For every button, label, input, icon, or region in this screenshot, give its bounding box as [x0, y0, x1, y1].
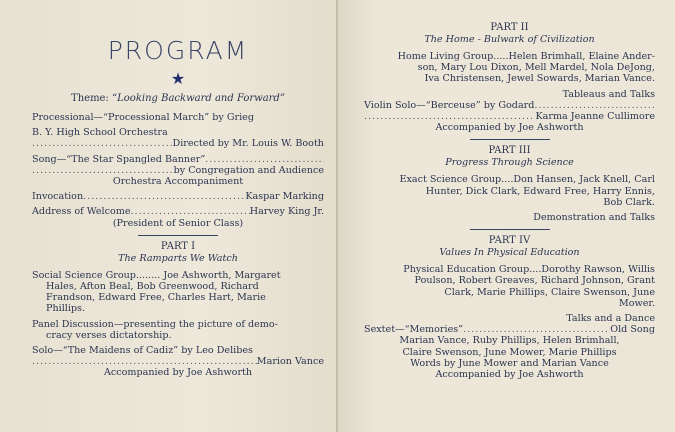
- section-divider: [138, 235, 218, 236]
- pe-line-1: Physical Education Group....Dorothy Rawson, Willis: [403, 264, 655, 276]
- dot-leader: [32, 165, 174, 176]
- sextet-by: Old Song: [610, 324, 655, 336]
- orchestra-accompaniment: Orchestra Accompaniment: [112, 176, 244, 188]
- violin-row: [364, 100, 655, 111]
- orchestra-director: Directed by Mr. Louis W. Booth: [172, 138, 324, 150]
- social-science-item: [32, 270, 324, 315]
- demonstration-item: Demonstration and Talks: [533, 212, 655, 224]
- solo-accompanist: Accompanied by Joe Ashworth: [103, 367, 253, 379]
- sextet-title: Sextet—“Memories”: [364, 324, 464, 336]
- orchestra-item: [32, 127, 324, 149]
- exact-line-1: Exact Science Group....Don Hansen, Jack Knell, Carl: [399, 174, 655, 186]
- part2-heading: PART II: [490, 22, 529, 33]
- part4-heading: PART IV: [488, 235, 531, 247]
- dot-leader: [463, 324, 610, 335]
- sextet-row: [364, 324, 655, 335]
- song-item: [32, 154, 324, 188]
- part3-subtitle: Progress Through Science: [445, 157, 574, 169]
- panel-line-1: Panel Discussion—presenting the picture of demo-: [32, 318, 278, 330]
- exact-line-3: Bob Clark.: [603, 196, 655, 208]
- right-page: [338, 0, 675, 432]
- welcome-row: [32, 206, 324, 217]
- invocation-label: Invocation: [32, 191, 84, 203]
- orchestra-director-row: [32, 138, 324, 149]
- processional-text: Processional—“Processional March” by Grieg: [32, 112, 254, 123]
- welcome-item: [32, 206, 324, 228]
- program-title: PROGRAM: [107, 36, 249, 65]
- theme-prefix: Theme:: [71, 93, 113, 104]
- solo-title: Solo—“The Maidens of Cadiz” by Leo Delibes: [32, 345, 253, 357]
- talks-dance-item: Talks and a Dance: [566, 313, 655, 325]
- home-line-2: son, Mary Lou Dixon, Mell Mardel, Nola DeJong,: [417, 62, 655, 74]
- panel-item: [32, 319, 324, 341]
- song-performer-row: [32, 165, 324, 176]
- dot-leader: [32, 138, 173, 149]
- orchestra-name: B. Y. High School Orchestra: [32, 127, 168, 139]
- sextet-item: [364, 324, 655, 380]
- part1-heading: PART I: [160, 240, 196, 252]
- solo-performer: Marion Vance: [256, 356, 324, 368]
- violin-title: Violin Solo—“Berceuse” by Godard: [364, 99, 535, 111]
- part1-subtitle: The Ramparts We Watch: [118, 252, 238, 264]
- invocation-by: Kaspar Marking: [245, 191, 324, 203]
- social-line-2: Hales, Afton Beal, Bob Greenwood, Richard: [46, 281, 259, 293]
- sextet-line-1: Marian Vance, Ruby Phillips, Helen Brimhall,: [399, 335, 620, 347]
- violin-accompanist: Accompanied by Joe Ashworth: [435, 122, 584, 134]
- dot-leader: [364, 111, 535, 122]
- star-icon: ★: [170, 69, 186, 88]
- tableaus-item: Tableaus and Talks: [562, 88, 655, 100]
- invocation-row: [32, 191, 324, 202]
- part3-heading: PART III: [488, 145, 531, 157]
- dot-leader: [205, 154, 324, 165]
- sextet-line-2: Claire Swenson, June Mower, Marie Phillips: [402, 346, 617, 358]
- home-line-1: Home Living Group.....Helen Brimhall, Elaine Ander-: [397, 51, 655, 62]
- social-line-1: Social Science Group........ Joe Ashworth, Margaret: [32, 269, 281, 281]
- exact-science-item: [364, 174, 655, 208]
- part4-subtitle: Values In Physical Education: [439, 247, 580, 259]
- home-living-item: [364, 51, 655, 85]
- exact-line-2: Hunter, Dick Clark, Edward Free, Harry Ennis,: [425, 185, 655, 197]
- social-line-4: Phillips.: [46, 303, 86, 315]
- violin-performer-row: [364, 111, 655, 122]
- song-performer: by Congregation and Audience: [173, 164, 324, 176]
- pe-line-3: Clark, Marie Phillips, Claire Swenson, June: [444, 286, 655, 298]
- processional-item: [32, 112, 324, 123]
- violin-item: [364, 100, 655, 134]
- violin-performer: Karma Jeanne Cullimore: [535, 111, 655, 123]
- theme-line: [32, 93, 324, 104]
- welcome-label: Address of Welcome: [32, 206, 131, 218]
- sextet-line-3: Words by June Mower and Marian Vance: [410, 357, 609, 369]
- dot-leader: [83, 191, 245, 202]
- invocation-item: [32, 191, 324, 202]
- welcome-by: Harvey King Jr.: [249, 206, 324, 218]
- solo-performer-row: [32, 356, 324, 367]
- part2-subtitle: The Home - Bulwark of Civilization: [424, 34, 595, 45]
- pe-line-4: Mower.: [618, 297, 655, 309]
- dot-leader: [534, 100, 655, 111]
- physical-ed-item: [364, 264, 655, 309]
- panel-line-2: cracy verses dictatorship.: [46, 329, 172, 341]
- dot-leader: [32, 356, 257, 367]
- section-divider: [470, 139, 550, 140]
- home-line-3: Iva Christensen, Jewel Sowards, Marian Vance.: [424, 73, 655, 85]
- social-line-3: Frandson, Edward Free, Charles Hart, Marie: [46, 292, 266, 304]
- welcome-note: (President of Senior Class): [112, 217, 244, 229]
- song-row: [32, 154, 324, 165]
- dot-leader: [131, 206, 250, 217]
- solo-item: [32, 345, 324, 379]
- theme-value: “Looking Backward and Forward”: [112, 93, 285, 104]
- sextet-accompanist: Accompanied by Joe Ashworth: [435, 369, 584, 381]
- section-divider: [470, 229, 550, 230]
- pe-line-2: Poulson, Robert Greaves, Richard Johnson, Grant: [414, 275, 655, 287]
- song-title: Song—“The Star Spangled Banner”: [32, 153, 206, 165]
